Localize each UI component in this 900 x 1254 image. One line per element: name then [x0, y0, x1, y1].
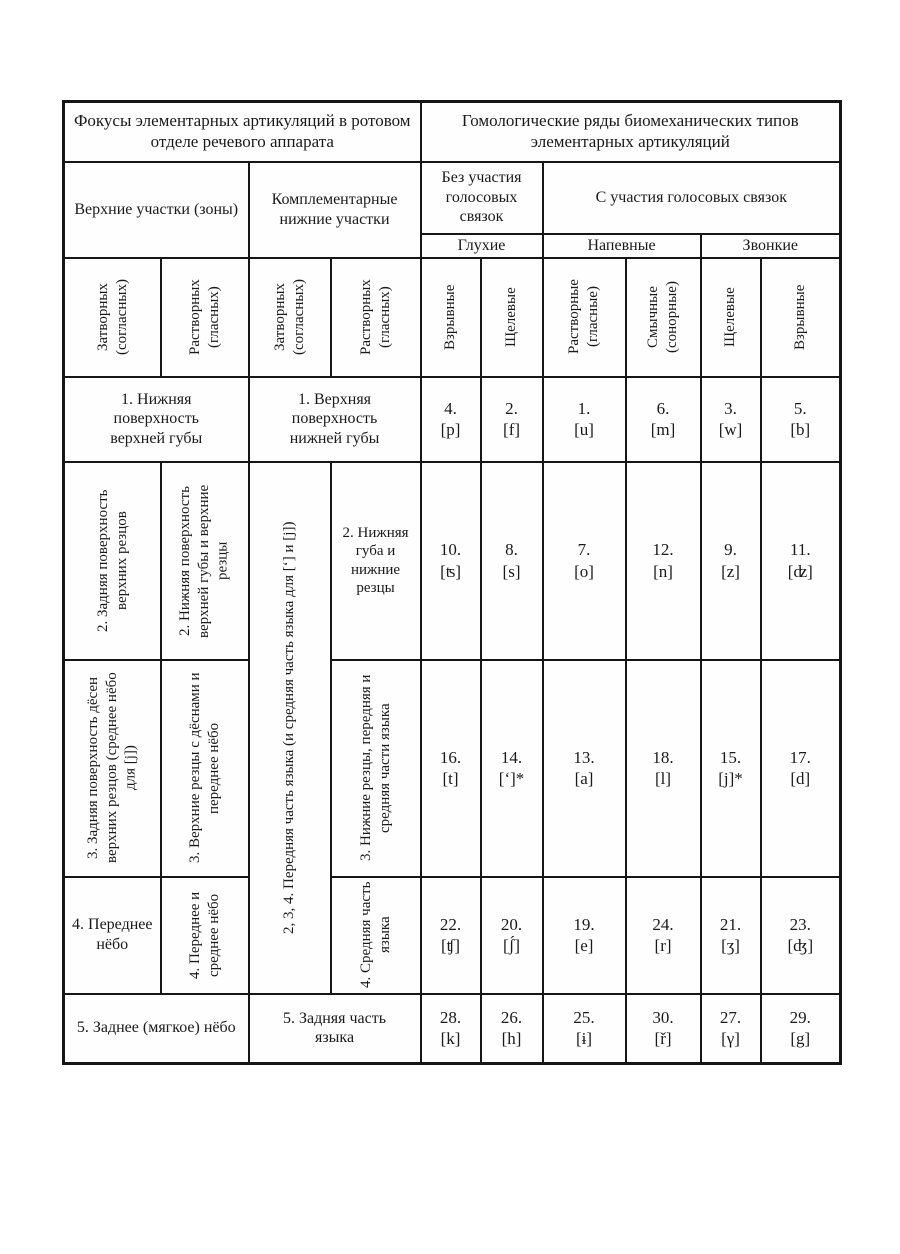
phoneme-cell — [421, 877, 481, 994]
phoneme-cell — [543, 462, 626, 660]
phoneme-number: 7. — [577, 540, 591, 560]
phoneme-number: 3. — [724, 398, 737, 418]
phoneme-symbol: [z] — [721, 561, 740, 581]
phoneme-cell — [626, 660, 701, 877]
zone-cell: 1. Нижняя поверхность верхней губы — [64, 377, 249, 462]
articulation-table — [62, 100, 842, 1065]
phoneme-cell — [421, 660, 481, 877]
phoneme-number: 10. — [439, 540, 462, 560]
zone-row-3 — [64, 660, 841, 877]
phoneme-cell — [543, 994, 626, 1064]
phoneme-number: 21. — [719, 914, 742, 934]
phoneme-symbol: [ř] — [654, 1029, 672, 1049]
phoneme-number: 18. — [652, 747, 674, 767]
phoneme-cell — [481, 377, 543, 462]
col-header-open-upper: Растворных (гласных) — [161, 258, 249, 377]
phoneme-number: 17. — [789, 747, 811, 767]
phoneme-symbol: [r] — [654, 936, 672, 955]
melodic-header: Напевные — [543, 234, 701, 258]
phoneme-number: 6. — [656, 398, 670, 418]
phoneme-symbol: [n] — [653, 561, 673, 581]
zone-cell: 3. Нижние резцы, передняя и средняя части языка — [331, 660, 421, 877]
phoneme-cell — [761, 462, 841, 660]
col-header-open-lower: Растворных (гласных) — [331, 258, 421, 377]
col-header-obstruent-lower: Затворных (согласных) — [249, 258, 331, 377]
phoneme-number: 30. — [652, 1008, 674, 1027]
phoneme-number: 11. — [789, 540, 811, 560]
phoneme-number: 12. — [652, 540, 674, 560]
phoneme-number: 4. — [444, 398, 457, 418]
phoneme-symbol: [a] — [574, 769, 594, 788]
phoneme-cell — [761, 377, 841, 462]
title-row — [64, 102, 841, 162]
phoneme-symbol: [f] — [503, 420, 521, 439]
zone-cell: 2. Задняя поверхность верхних резцов — [64, 462, 161, 660]
phoneme-cell — [481, 462, 543, 660]
col-header-obstruent-upper: Затворных (согласных) — [64, 258, 161, 377]
phoneme-cell — [701, 377, 761, 462]
zone-cell-tongue-front: 2, 3, 4. Передняя часть языка (и средняя часть языка для [‘] и [j]) — [249, 462, 331, 994]
phoneme-cell — [701, 660, 761, 877]
phoneme-cell — [701, 462, 761, 660]
zone-cell: 2. Нижняя губа и нижние резцы — [331, 462, 421, 660]
zone-cell: 4. Переднее нёбо — [64, 877, 161, 994]
voiced-header: Звонкие — [701, 234, 841, 258]
phoneme-symbol: [s] — [502, 561, 521, 581]
voiceless-header: Глухие — [421, 234, 543, 258]
phoneme-cell — [543, 377, 626, 462]
phoneme-cell — [481, 877, 543, 994]
phoneme-symbol: [ɨ] — [576, 1029, 593, 1049]
group-header-row — [64, 162, 841, 234]
phoneme-number: 29. — [789, 1008, 811, 1027]
zone-row-5 — [64, 994, 841, 1064]
complementary-header: Комплементарные нижние участки — [249, 162, 421, 258]
phoneme-symbol: [e] — [574, 936, 594, 955]
phoneme-number: 19. — [573, 914, 595, 934]
rotated-header-row — [64, 258, 841, 377]
phoneme-number: 27. — [719, 1008, 742, 1027]
zone-cell: 3. Верхние резцы с дёснами и переднее нёбо — [161, 660, 249, 877]
phoneme-cell — [543, 877, 626, 994]
phoneme-symbol: [γ] — [721, 1029, 740, 1049]
phoneme-number: 15. — [719, 747, 742, 767]
phoneme-symbol: [‘]* — [498, 769, 525, 788]
zone-cell: 1. Верхняя поверхность нижней губы — [249, 377, 421, 462]
phoneme-symbol: [t] — [442, 769, 459, 788]
zone-cell: 3. Задняя поверхность дёсен верхних резцов (среднее нёбо для [j]) — [64, 660, 161, 877]
phoneme-number: 8. — [505, 540, 518, 560]
col-header-plosive-voiced: Взрывные — [761, 258, 841, 377]
phoneme-cell — [626, 994, 701, 1064]
phoneme-cell — [421, 462, 481, 660]
phoneme-cell — [481, 994, 543, 1064]
phoneme-number: 26. — [500, 1008, 523, 1027]
phoneme-symbol: [d] — [790, 769, 811, 788]
phoneme-symbol: [ʧ] — [440, 936, 461, 955]
no-voice-header: Без участия голосовых связок — [421, 162, 543, 234]
phoneme-cell — [543, 660, 626, 877]
phoneme-cell — [421, 994, 481, 1064]
header-left-title: Фокусы элементарных артикуляций в ротовом отделе речевого аппарата — [64, 102, 421, 162]
phoneme-symbol: [m] — [650, 420, 676, 439]
phoneme-cell — [626, 462, 701, 660]
phoneme-symbol: [g] — [790, 1029, 811, 1049]
upper-zones-header: Верхние участки (зоны) — [64, 162, 249, 258]
phoneme-number: 25. — [573, 1008, 595, 1027]
col-header-vowels: Растворные (гласные) — [543, 258, 626, 377]
phoneme-symbol: [ʃ́] — [503, 936, 521, 955]
phoneme-symbol: [h] — [501, 1029, 522, 1049]
phoneme-symbol: [b] — [790, 420, 811, 439]
phoneme-cell — [761, 994, 841, 1064]
phoneme-number: 20. — [500, 914, 523, 934]
with-voice-header: С участия голосовых связок — [543, 162, 841, 234]
col-header-fricative-voiced: Щелевые — [701, 258, 761, 377]
zone-cell: 2. Нижняя поверхность верхней губы и верхние резцы — [161, 462, 249, 660]
phoneme-cell — [761, 877, 841, 994]
phoneme-number: 2. — [505, 398, 518, 418]
col-header-plosive-voiceless: Взрывные — [421, 258, 481, 377]
phoneme-symbol: [ʒ] — [721, 936, 740, 955]
phoneme-number: 16. — [439, 747, 462, 767]
phoneme-symbol: [k] — [440, 1029, 461, 1049]
phoneme-number: 28. — [439, 1008, 462, 1027]
phoneme-cell — [626, 877, 701, 994]
phoneme-number: 1. — [577, 398, 591, 418]
zone-row-2 — [64, 462, 841, 660]
col-header-fricative-voiceless: Щелевые — [481, 258, 543, 377]
phoneme-symbol: [ʤ] — [787, 936, 814, 955]
phoneme-number: 22. — [439, 914, 462, 934]
zone-cell: 4. Переднее и среднее нёбо — [161, 877, 249, 994]
phoneme-cell — [701, 994, 761, 1064]
zone-cell: 5. Заднее (мягкое) нёбо — [64, 994, 249, 1064]
col-header-sonorants: Смычные (сонорные) — [626, 258, 701, 377]
phoneme-symbol: [o] — [574, 561, 594, 581]
phoneme-number: 24. — [652, 914, 674, 934]
phoneme-number: 13. — [573, 747, 595, 767]
phoneme-symbol: [j]* — [718, 769, 743, 788]
phoneme-symbol: [ʦ] — [440, 561, 461, 581]
phoneme-symbol: [p] — [440, 420, 461, 439]
phoneme-number: 5. — [793, 398, 807, 418]
phoneme-symbol: [w] — [718, 420, 743, 439]
phoneme-symbol: [ʣ] — [787, 561, 813, 581]
zone-cell: 5. Задняя часть языка — [249, 994, 421, 1064]
phoneme-number: 14. — [500, 747, 523, 767]
phoneme-cell — [626, 377, 701, 462]
zone-cell: 4. Средняя часть языка — [331, 877, 421, 994]
zone-row-1 — [64, 377, 841, 462]
phoneme-symbol: [u] — [574, 420, 594, 439]
phoneme-cell — [701, 877, 761, 994]
phoneme-cell — [421, 377, 481, 462]
phoneme-symbol: [l] — [655, 769, 672, 788]
phoneme-cell — [481, 660, 543, 877]
phoneme-cell — [761, 660, 841, 877]
header-right-title: Гомологические ряды биомеханических типов элементарных артикуляций — [421, 102, 841, 162]
phoneme-number: 23. — [789, 914, 811, 934]
phoneme-number: 9. — [724, 540, 737, 560]
zone-row-4 — [64, 877, 841, 994]
